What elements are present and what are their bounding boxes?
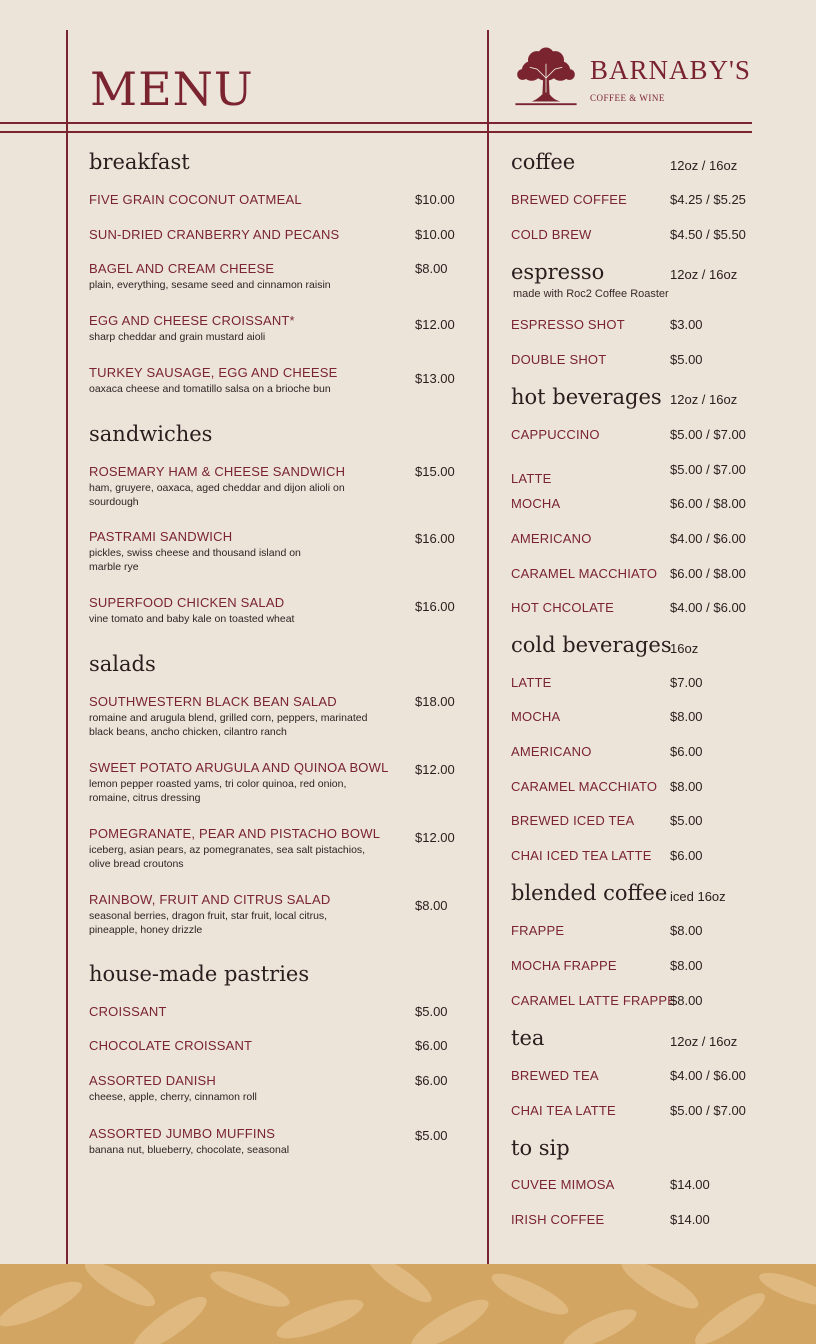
menu-item-price: $12.00 (415, 317, 455, 332)
section-title-cold-beverages: cold beverages (511, 633, 672, 657)
menu-item-price: $5.00 / $7.00 (670, 1103, 746, 1118)
size-label: iced 16oz (670, 889, 726, 904)
section-title-salads: salads (89, 652, 156, 676)
column-divider-line (487, 30, 489, 1264)
menu-item-price: $5.00 (670, 352, 703, 367)
leaf-pattern-icon (0, 1264, 816, 1344)
menu-item-price: $8.00 (670, 993, 703, 1008)
menu-item-description: romaine and arugula blend, grilled corn, peppers, marinated black beans, ancho chicken, cilantro ranch (89, 712, 368, 738)
menu-item-name: ASSORTED DANISH (89, 1073, 217, 1088)
menu-item-description: cheese, apple, cherry, cinnamon roll (89, 1091, 257, 1103)
size-label: 16oz (670, 641, 699, 656)
menu-item-price: $10.00 (415, 192, 455, 207)
menu-item-name: AMERICANO (511, 531, 592, 546)
menu-item-name: CARAMEL MACCHIATO (511, 566, 658, 581)
menu-item-price: $13.00 (415, 371, 455, 386)
menu-item-name: EGG AND CHEESE CROISSANT* (89, 313, 295, 328)
menu-item-description: pickles, swiss cheese and thousand island on marble rye (89, 547, 301, 573)
menu-item-price: $8.00 (415, 898, 448, 913)
menu-item-price: $6.00 / $8.00 (670, 566, 746, 581)
menu-item-price: $16.00 (415, 599, 455, 614)
section-title-blended-coffee: blended coffee (511, 881, 668, 905)
section-title-breakfast: breakfast (89, 150, 190, 174)
menu-item-name: SUPERFOOD CHICKEN SALAD (89, 595, 285, 610)
menu-item-description: ham, gruyere, oaxaca, aged cheddar and dijon alioli on sourdough (89, 482, 345, 508)
menu-item-price: $12.00 (415, 830, 455, 845)
menu-item-name: BAGEL AND CREAM CHEESE (89, 261, 275, 276)
menu-item-name: BREWED TEA (511, 1068, 599, 1083)
brand-tagline: COFFEE & WINE (590, 93, 665, 103)
menu-item-price: $8.00 (670, 923, 703, 938)
size-label: 12oz / 16oz (670, 1034, 738, 1049)
menu-item-name: CAPPUCCINO (511, 427, 600, 442)
section-title-espresso: espresso (511, 260, 605, 284)
menu-item-name: HOT CHCOLATE (511, 600, 615, 615)
section-title-sandwiches: sandwiches (89, 422, 213, 446)
menu-item-price: $18.00 (415, 694, 455, 709)
menu-item-price: $14.00 (670, 1212, 710, 1227)
menu-item-description: sharp cheddar and grain mustard aioli (89, 331, 266, 343)
menu-item-price: $4.00 / $6.00 (670, 1068, 746, 1083)
menu-item-name: PASTRAMI SANDWICH (89, 529, 233, 544)
menu-item-price: $8.00 (670, 779, 703, 794)
menu-item-description: iceberg, asian pears, az pomegranates, sea salt pistachios, olive bread croutons (89, 844, 366, 870)
menu-item-name: DOUBLE SHOT (511, 352, 607, 367)
page-title: MENU (90, 62, 254, 116)
size-label: 12oz / 16oz (670, 158, 738, 173)
size-label: 12oz / 16oz (670, 392, 738, 407)
tree-logo-icon (510, 46, 582, 112)
menu-item-name: COLD BREW (511, 227, 592, 242)
menu-item-name: FIVE GRAIN COCONUT OATMEAL (89, 192, 302, 207)
menu-item-name: POMEGRANATE, PEAR AND PISTACHO BOWL (89, 826, 381, 841)
menu-item-price: $5.00 / $7.00 (670, 427, 746, 442)
section-title-coffee: coffee (511, 150, 576, 174)
menu-item-description: oaxaca cheese and tomatillo salsa on a brioche bun (89, 383, 331, 395)
section-title-hot-beverages: hot beverages (511, 385, 662, 409)
menu-item-name: CARAMEL MACCHIATO (511, 779, 658, 794)
menu-item-price: $6.00 (670, 848, 703, 863)
menu-item-name: ESPRESSO SHOT (511, 317, 625, 332)
menu-item-price: $5.00 (670, 813, 703, 828)
menu-item-name: FRAPPE (511, 923, 565, 938)
menu-item-name: CROISSANT (89, 1004, 167, 1019)
menu-item-price: $8.00 (415, 261, 448, 276)
menu-item-name: LATTE (511, 471, 552, 486)
menu-item-price: $12.00 (415, 762, 455, 777)
menu-item-name: CARAMEL LATTE FRAPPE (511, 993, 677, 1008)
menu-item-name: MOCHA (511, 709, 561, 724)
menu-item-name: MOCHA FRAPPE (511, 958, 617, 973)
menu-item-description: lemon pepper roasted yams, tri color quinoa, red onion, romaine, citrus dressing (89, 778, 347, 804)
menu-item-name: TURKEY SAUSAGE, EGG AND CHEESE (89, 365, 338, 380)
menu-item-description: plain, everything, sesame seed and cinnamon raisin (89, 279, 331, 291)
menu-item-price: $7.00 (670, 675, 703, 690)
left-border-line (66, 30, 68, 1264)
menu-item-name: ROSEMARY HAM & CHEESE SANDWICH (89, 464, 346, 479)
menu-item-price: $6.00 (670, 744, 703, 759)
section-title-pastries: house-made pastries (89, 962, 310, 986)
menu-item-price: $8.00 (670, 958, 703, 973)
section-title-to-sip: to sip (511, 1136, 570, 1160)
menu-item-name: SUN-DRIED CRANBERRY AND PECANS (89, 227, 340, 242)
menu-item-price: $4.00 / $6.00 (670, 531, 746, 546)
menu-item-name: MOCHA (511, 496, 561, 511)
menu-item-name: LATTE (511, 675, 552, 690)
brand-name: BARNABY'S (590, 55, 751, 85)
menu-item-description: seasonal berries, dragon fruit, star fruit, local citrus, pineapple, honey drizzle (89, 910, 328, 936)
menu-item-name: IRISH COFFEE (511, 1212, 605, 1227)
menu-item-price: $16.00 (415, 531, 455, 546)
espresso-note: made with Roc2 Coffee Roaster (513, 288, 669, 300)
menu-item-price: $6.00 / $8.00 (670, 496, 746, 511)
menu-item-name: CHAI ICED TEA LATTE (511, 848, 652, 863)
menu-item-price: $8.00 (670, 709, 703, 724)
menu-item-price: $4.50 / $5.50 (670, 227, 746, 242)
menu-item-price: $6.00 (415, 1038, 448, 1053)
menu-item-name: ASSORTED JUMBO MUFFINS (89, 1126, 276, 1141)
header-rule-bottom (0, 131, 752, 133)
menu-item-name: SOUTHWESTERN BLACK BEAN SALAD (89, 694, 337, 709)
section-title-tea: tea (511, 1026, 545, 1050)
menu-item-price: $5.00 (415, 1004, 448, 1019)
menu-item-name: BREWED COFFEE (511, 192, 627, 207)
menu-item-price: $15.00 (415, 464, 455, 479)
menu-item-price: $5.00 / $7.00 (670, 462, 746, 477)
menu-item-name: CUVEE MIMOSA (511, 1177, 615, 1192)
menu-item-name: CHAI TEA LATTE (511, 1103, 616, 1118)
menu-item-price: $10.00 (415, 227, 455, 242)
menu-item-price: $14.00 (670, 1177, 710, 1192)
menu-item-price: $4.00 / $6.00 (670, 600, 746, 615)
menu-item-price: $4.25 / $5.25 (670, 192, 746, 207)
menu-item-name: SWEET POTATO ARUGULA AND QUINOA BOWL (89, 760, 389, 775)
menu-item-price: $5.00 (415, 1128, 448, 1143)
menu-item-description: vine tomato and baby kale on toasted wheat (89, 613, 295, 625)
menu-item-name: CHOCOLATE CROISSANT (89, 1038, 253, 1053)
header-rule-top (0, 122, 752, 124)
footer-leaf-band (0, 1264, 816, 1344)
menu-item-name: AMERICANO (511, 744, 592, 759)
menu-item-price: $6.00 (415, 1073, 448, 1088)
menu-item-name: RAINBOW, FRUIT AND CITRUS SALAD (89, 892, 331, 907)
size-label: 12oz / 16oz (670, 267, 738, 282)
menu-item-description: banana nut, blueberry, chocolate, seasonal (89, 1144, 290, 1156)
menu-item-price: $3.00 (670, 317, 703, 332)
menu-item-name: BREWED ICED TEA (511, 813, 635, 828)
